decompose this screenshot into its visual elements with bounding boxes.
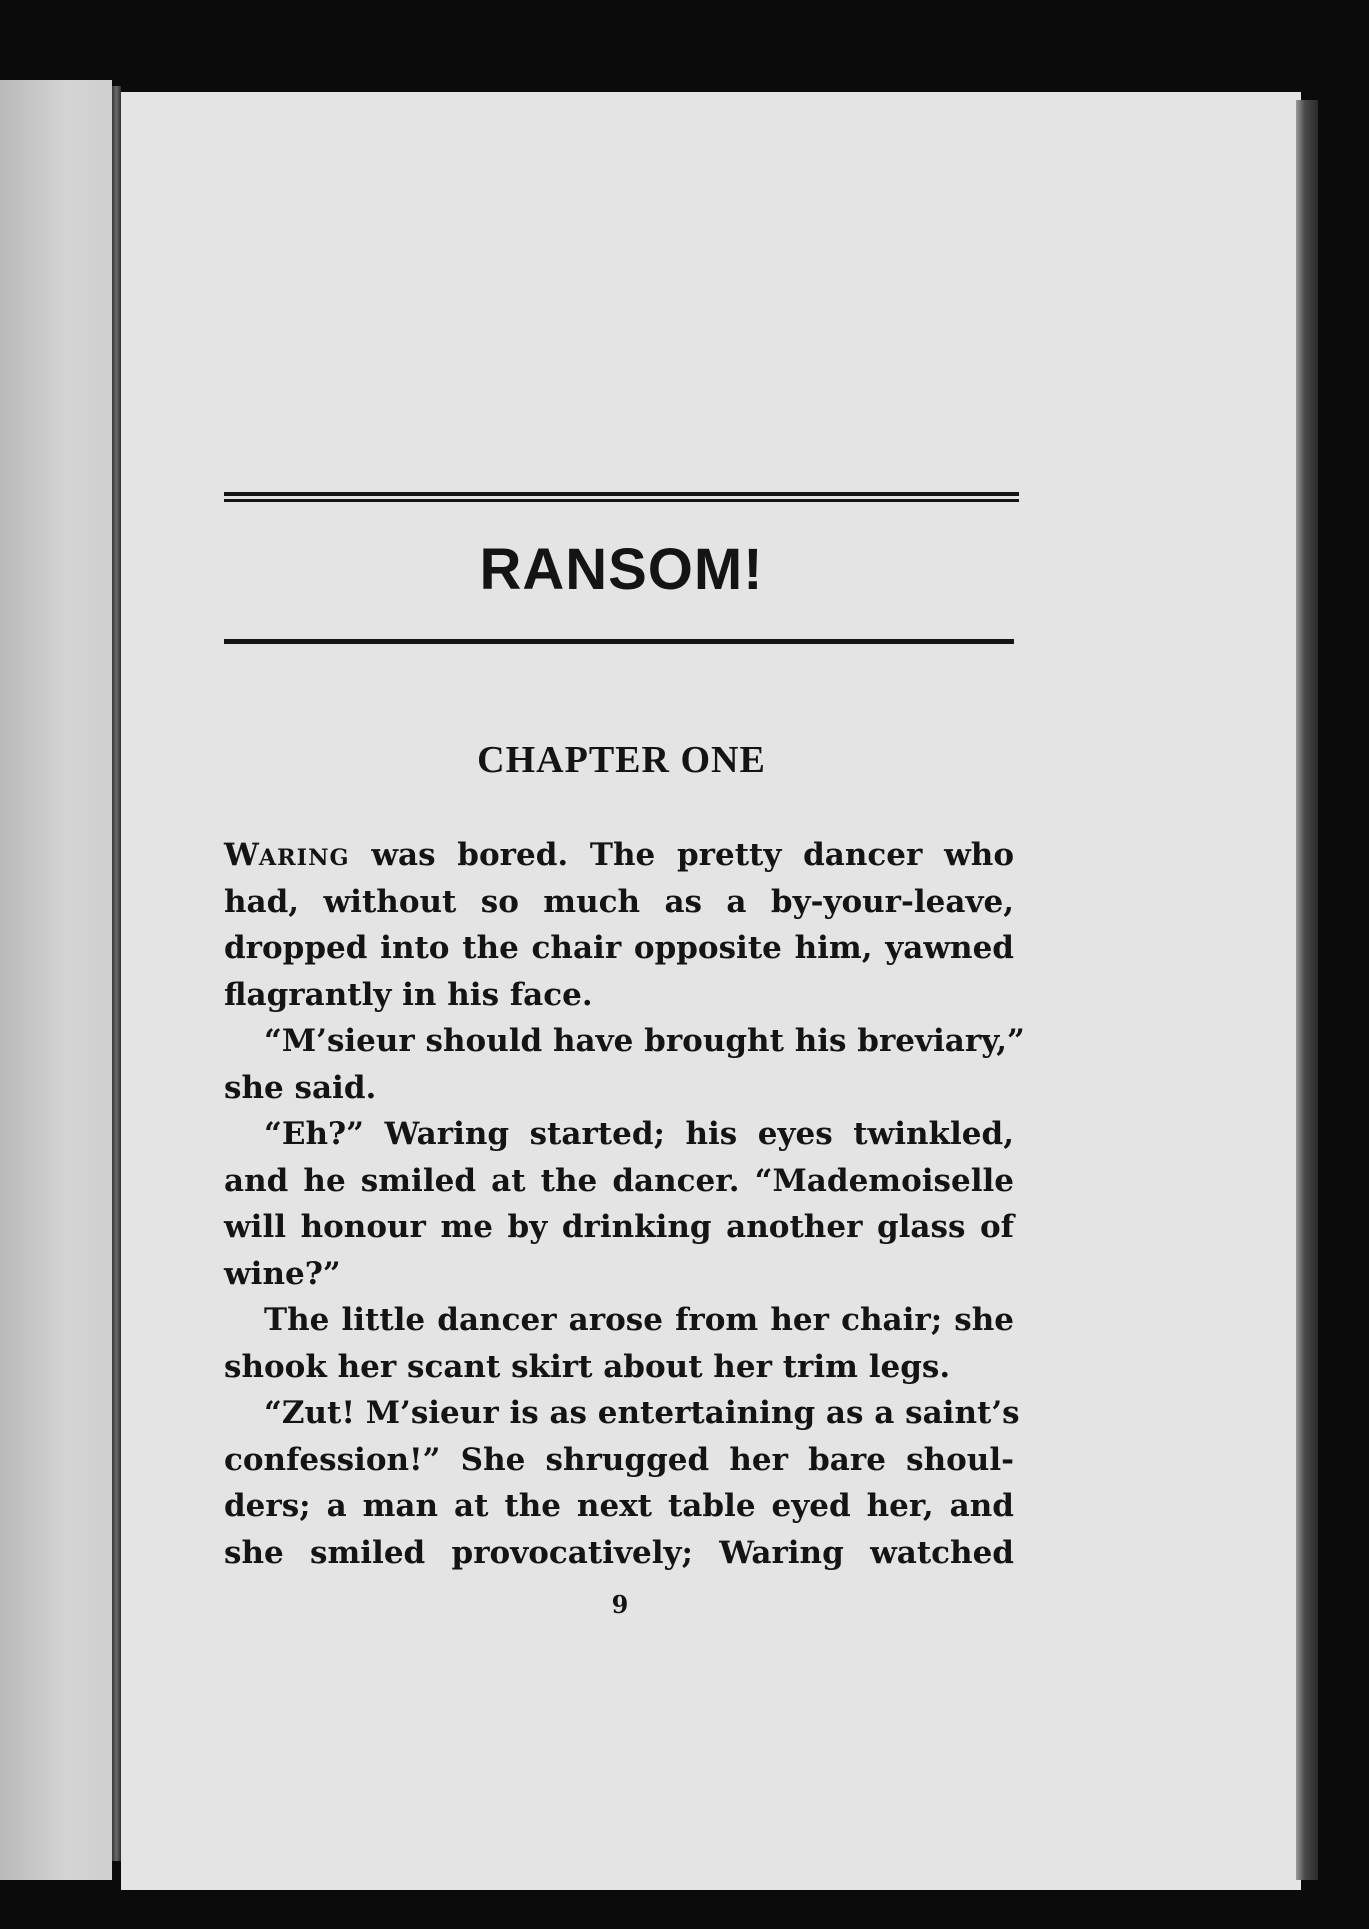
text-line: she said. [224,1069,377,1106]
line-text: was bored. The pretty dancer who [349,837,1014,873]
text-line [224,832,1014,879]
title-rule-top [224,492,1019,496]
text-line: wine?” [224,1255,341,1292]
page-number: 9 [611,1590,629,1619]
text-line: flagrantly in his face. [224,976,593,1013]
chapter-heading: CHAPTER ONE [477,739,766,781]
text-line: shook her scant skirt about her trim legs. [224,1348,951,1385]
text-line: “Zut! M’sieur is as entertaining as a saint’s [264,1395,1020,1431]
text-line: had, without so much as a by-your-leave, [224,883,1014,920]
text-line: ders; a man at the next table eyed her, and [224,1488,1014,1524]
title-rule-top-thin [224,499,1019,502]
text-line: will honour me by drinking another glass of [224,1209,1014,1245]
drop-initial: W [224,837,259,873]
smallcaps-word: ARING [258,845,350,871]
facing-page-edge [0,80,112,1880]
book-title: RANSOM! [479,537,764,602]
text-line: confession!” She shrugged her bare shoul- [224,1441,1014,1478]
title-rule-bottom [224,639,1014,644]
text-line: “Eh?” Waring started; his eyes twinkled, [264,1116,1014,1152]
page-edge-shadow [1296,100,1318,1880]
text-line: The little dancer arose from her chair; she [264,1302,1014,1338]
text-line: “M’sieur should have brought his breviary,” [264,1023,1025,1059]
text-line: she smiled provocatively; Waring watched [224,1534,1014,1571]
book-gutter [112,86,121,1861]
text-line: dropped into the chair opposite him, yawned [224,930,1014,966]
text-line: and he smiled at the dancer. “Mademoiselle [224,1162,1014,1199]
chapter-body [224,832,1025,1576]
